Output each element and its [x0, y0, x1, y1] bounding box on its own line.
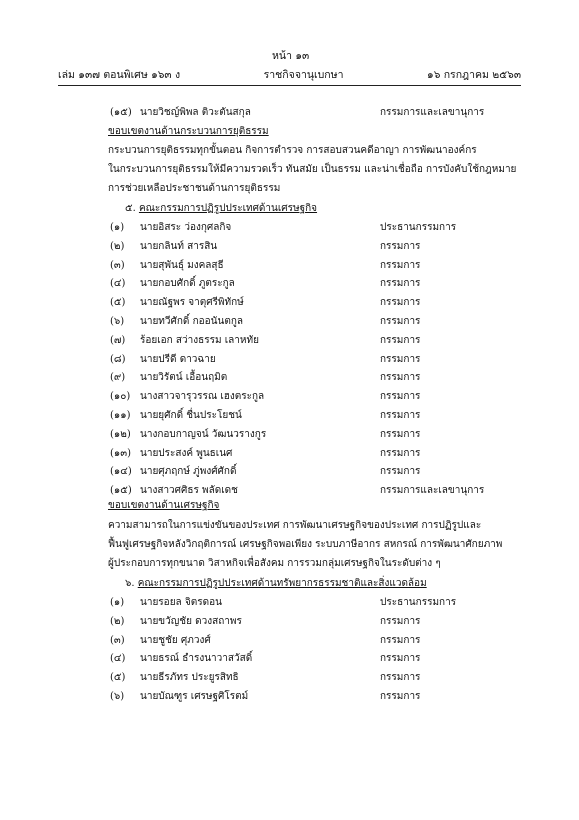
- member-number: (๔): [110, 278, 126, 290]
- member-number: (๒): [110, 615, 125, 627]
- member-role: กรรมการและเลขานุการ: [380, 107, 485, 118]
- member-name: นายกลินท์ สารสิน: [140, 240, 218, 252]
- member-name: นายประสงค์ พูนธเนศ: [140, 447, 233, 459]
- member-row: [0, 372, 579, 388]
- member-number: (๗): [110, 334, 126, 346]
- scope-text-justice-line-3: การช่วยเหลือประชาชนด้านการยุติธรรม: [108, 183, 281, 194]
- member-role: กรรมการ: [380, 334, 421, 346]
- section-heading-economy: [125, 203, 317, 215]
- scope-text-economy-line-1: ความสามารถในการแข่งขันของประเทศ การพัฒนาเศรษฐกิจของประเทศ การปฏิรูปและ: [108, 520, 482, 531]
- member-name: นายสุพันธุ์ มงคลสุธี: [140, 259, 224, 271]
- member-name: นางสาวศศิธร พลัดเดช: [140, 485, 238, 497]
- member-name: ร้อยเอก สว่างธรรม เลาหทัย: [140, 334, 259, 346]
- member-row: [0, 429, 579, 445]
- member-role: กรรมการ: [380, 634, 421, 646]
- member-role: กรรมการ: [380, 391, 421, 403]
- member-role: กรรมการ: [380, 428, 421, 440]
- member-number: (๖): [110, 316, 125, 327]
- scope-text-economy-line-3: ผู้ประกอบการทุกขนาด วิสาหกิจเพื่อสังคม การรวมกลุ่มเศรษฐกิจในระดับต่าง ๆ: [108, 558, 441, 569]
- member-row: [0, 107, 579, 123]
- member-role: กรรมการ: [380, 278, 421, 290]
- member-name: นางสาวจารุวรรณ เฮงตระกูล: [140, 391, 265, 403]
- member-name: นายวิชญ์พิพล ติวะตันสกุล: [140, 107, 251, 118]
- member-row: [0, 635, 579, 651]
- member-number: (๖): [110, 691, 125, 702]
- member-number: (๑): [110, 222, 125, 233]
- member-role: กรรมการ: [380, 372, 421, 384]
- member-row: [0, 597, 579, 613]
- header-line: [58, 69, 521, 82]
- member-name: นายศุภฤกษ์ ภู่พงศ์ศักดิ์: [140, 466, 237, 478]
- member-number: (๑๑): [110, 410, 131, 421]
- member-number: (๑๕): [110, 485, 132, 497]
- publication-date: ๑๖ กรกฎาคม ๒๕๖๓: [427, 69, 521, 81]
- member-row: [0, 485, 579, 501]
- member-name: นายรอยล จิตรดอน: [140, 597, 222, 608]
- member-role: กรรมการ: [380, 466, 421, 478]
- member-row: [0, 391, 579, 407]
- member-role: กรรมการ: [380, 447, 421, 459]
- member-row: [0, 278, 579, 294]
- member-row: [0, 354, 579, 370]
- member-number: (๕): [110, 297, 126, 309]
- member-name: นายธรณ์ ธำรงนาวาสวัสดิ์: [140, 653, 253, 665]
- member-row: [0, 466, 579, 482]
- member-role: กรรมการ: [380, 240, 421, 252]
- page-number: หน้า ๑๓: [272, 50, 310, 62]
- member-number: (๘): [110, 353, 126, 365]
- member-row: [0, 672, 579, 688]
- header-divider: [58, 85, 521, 86]
- member-name: นายทวีศักดิ์ กออนันตกูล: [140, 316, 244, 327]
- member-role: ประธานกรรมการ: [380, 597, 457, 608]
- section-number: ๕.: [125, 203, 136, 214]
- member-name: นายขวัญชัย ดวงสถาพร: [140, 615, 242, 627]
- member-number: (๑๓): [110, 447, 131, 459]
- member-row: [0, 448, 579, 464]
- member-name: นายยุศักดิ์ ชื่นประโยชน์: [140, 410, 242, 421]
- member-row: [0, 241, 579, 257]
- member-number: (๒): [110, 240, 125, 252]
- section-title: คณะกรรมการปฏิรูปประเทศด้านทรัพยากรธรรมชาติและสิ่งแวดล้อม: [137, 578, 427, 589]
- member-name: นางกอบกาญจน์ วัฒนวรางกูร: [140, 428, 267, 440]
- member-role: ประธานกรรมการ: [380, 222, 457, 233]
- member-row: [0, 616, 579, 632]
- member-role: กรรมการ: [380, 259, 421, 271]
- volume-info: เล่ม ๑๓๗ ตอนพิเศษ ๑๖๓ ง: [58, 69, 181, 81]
- scope-heading-justice: ขอบเขตงานด้านกระบวนการยุติธรรม: [108, 126, 269, 137]
- member-name: นายณัฐพร จาตุศรีพิทักษ์: [140, 297, 244, 309]
- member-number: (๕): [110, 672, 126, 684]
- member-name: นายวิรัตน์ เอื้อนฤมิต: [140, 372, 228, 384]
- member-role: กรรมการ: [380, 316, 421, 327]
- member-number: (๑๒): [110, 428, 131, 440]
- member-name: นายปรีดี ดาวฉาย: [140, 353, 216, 365]
- member-row: [0, 335, 579, 351]
- member-role: กรรมการและเลขานุการ: [380, 485, 485, 497]
- scope-heading-economy: ขอบเขตงานด้านเศรษฐกิจ: [108, 500, 220, 511]
- member-number: (๑๕): [110, 107, 132, 118]
- section-number: ๖.: [125, 578, 135, 589]
- member-role: กรรมการ: [380, 353, 421, 365]
- member-role: กรรมการ: [380, 615, 421, 627]
- member-row: [0, 691, 579, 707]
- member-name: นายกอบศักดิ์ ภูตระกูล: [140, 278, 235, 290]
- scope-text-justice-line-1: กระบวนการยุติธรรมทุกขั้นตอน กิจการตำรวจ การสอบสวนคดีอาญา การพัฒนาองค์กร: [108, 145, 477, 156]
- member-row: [0, 653, 579, 669]
- section-heading-environment: [125, 578, 427, 590]
- member-number: (๙): [110, 372, 126, 384]
- member-role: กรรมการ: [380, 297, 421, 309]
- member-role: กรรมการ: [380, 672, 421, 684]
- member-number: (๓): [110, 634, 125, 646]
- member-row: [0, 260, 579, 276]
- scope-text-justice-line-2: ในกระบวนการยุติธรรมให้มีความรวดเร็ว ทันสมัย เป็นธรรม และน่าเชื่อถือ การบังคับใช้กฎหมาย: [108, 164, 517, 175]
- member-row: [0, 316, 579, 332]
- member-number: (๑๔): [110, 466, 132, 478]
- member-name: นายธีรภัทร ประยูรสิทธิ: [140, 672, 239, 684]
- member-number: (๓): [110, 259, 125, 271]
- gazette-title: ราชกิจจานุเบกษา: [263, 69, 344, 81]
- member-row: [0, 297, 579, 313]
- member-name: นายชูชัย ศุภวงศ์: [140, 634, 211, 646]
- member-row: [0, 410, 579, 426]
- member-role: กรรมการ: [380, 410, 421, 421]
- member-row: [0, 222, 579, 238]
- member-name: นายบัณฑูร เศรษฐศิโรตม์: [140, 691, 249, 702]
- member-name: นายอิสระ ว่องกุศลกิจ: [140, 222, 232, 233]
- scope-text-economy-line-2: ฟื้นฟูเศรษฐกิจหลังวิกฤติการณ์ เศรษฐกิจพอเพียง ระบบภาษีอากร สหกรณ์ การพัฒนาศักยภาพ: [108, 539, 503, 550]
- member-role: กรรมการ: [380, 691, 421, 702]
- member-number: (๑๐): [110, 391, 131, 403]
- member-role: กรรมการ: [380, 653, 421, 665]
- section-title: คณะกรรมการปฏิรูปประเทศด้านเศรษฐกิจ: [138, 203, 318, 214]
- member-number: (๔): [110, 653, 126, 665]
- member-number: (๑): [110, 597, 125, 608]
